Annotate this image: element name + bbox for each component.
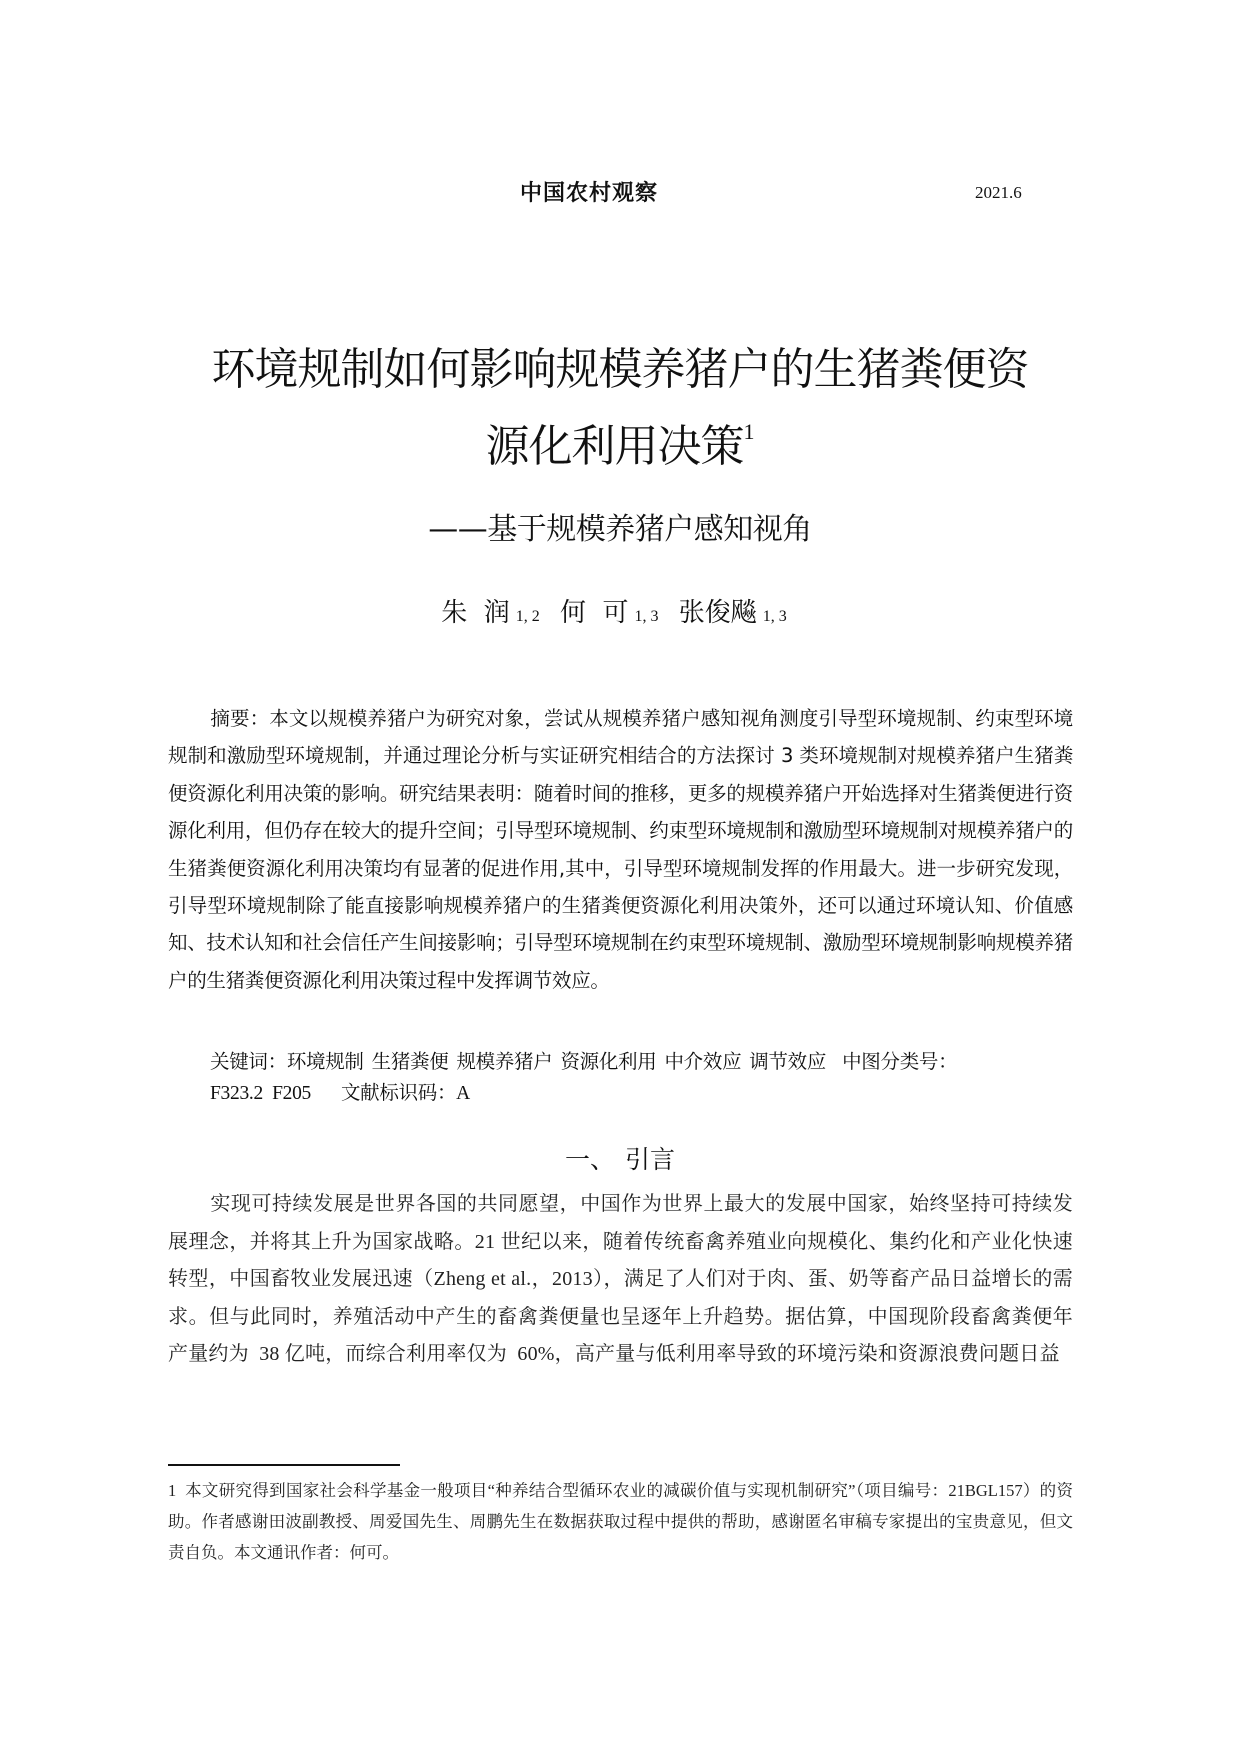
issue-number: 2021.6 [975, 183, 1022, 202]
keyword: 环境规制 [286, 1050, 364, 1073]
section-heading [150, 1140, 1090, 1176]
title-footnote-marker[interactable]: 1 [743, 419, 755, 444]
journal-name: 中国农村观察 [520, 181, 659, 206]
keyword: 调节效应 [749, 1050, 827, 1073]
author-name: 何 可 [559, 598, 629, 628]
author-name: 朱 润 [441, 598, 510, 628]
title-text-1: 环境规制如何影响规模养猪户的生猪粪便资 [211, 344, 1029, 395]
clc-codes: F323.2 F205 [210, 1083, 311, 1104]
keywords-label: 关键词： [210, 1050, 287, 1073]
section-number: 一、 [564, 1145, 615, 1174]
author-affiliation: 1, 3 [634, 608, 659, 625]
author-name: 张俊飚 [678, 598, 757, 628]
clc-label: 中图分类号： [842, 1050, 958, 1073]
title-line-2 [150, 419, 1090, 472]
paragraph-text: 实现可持续发展是世界各国的共同愿望，中国作为世界上最大的发展中国家，始终坚持可持续发展理念，并将其上升为国家战略。21 世纪以来，随着传统畜禽养殖业向规模化、集约化和产业化快速转型，中国畜牧业发展迅速（Zheng et al.，2013），满足了人们对于肉、蛋、奶等畜产品日益增长的需求。但与此同时，养殖活动中产生的畜禽粪便量也呈逐年上升趋势。据估算，中国现阶段畜禽粪便年产量约为 38 亿吨，而综合利用率仅为 60%，高产量与低利用率导致的环境污染和资源浪费问题日益 [168, 1193, 1073, 1365]
keyword: 资源化利用 [560, 1050, 657, 1073]
author-list [150, 592, 1090, 629]
abstract [168, 700, 1073, 999]
abstract-text: 本文以规模养猪户为研究对象，尝试从规模养猪户感知视角测度引导型环境规制、约束型环境规制和激励型环境规制，并通过理论分析与实证研究相结合的方法探讨 3 类环境规制对规模养猪户生猪粪便资源化利用决策的影响。研究结果表明：随着时间的推移，更多的规模养猪户开始选择对生猪粪便进行资源化利用，但仍存在较大的提升空间；引导型环境规制、约束型环境规制和激励型环境规制对规模养猪户的生猪粪便资源化利用决策均有显著的促进作用,其中，引导型环境规制发挥的作用最大。进一步研究发现，引导型环境规制除了能直接影响规模养猪户的生猪粪便资源化利用决策外，还可以通过环境认知、价值感知、技术认知和社会信任产生间接影响；引导型环境规制在约束型环境规制、激励型环境规制影响规模养猪户的生猪粪便资源化利用决策过程中发挥调节效应。 [168, 707, 1074, 992]
title-line-1 [150, 344, 1090, 395]
doc-code: A [456, 1083, 470, 1104]
author-affiliation: 1, 3 [762, 608, 787, 625]
abstract-label: 摘要： [210, 707, 270, 730]
title-text-2: 源化利用决策 [485, 421, 744, 472]
body-paragraph [168, 1186, 1073, 1374]
keyword: 生猪粪便 [371, 1050, 449, 1073]
section-title: 引言 [625, 1145, 676, 1174]
doc-code-label: 文献标识码： [340, 1081, 457, 1104]
author-affiliation: 1, 2 [515, 608, 540, 625]
subtitle: ——基于规模养猪户感知视角 [428, 512, 812, 547]
footnote: 1 本文研究得到国家社会科学基金一般项目“种养结合型循环农业的减碳价值与实现机制研究”（项目编号：21BGL157）的资助。作者感谢田波副教授、周爱国先生、周鹏先生在数据获取过程中提供的帮助，感谢匿名审稿专家提出的宝贵意见，但文责自负。本文通讯作者：何可。 [168, 1481, 1073, 1562]
keywords-block [210, 1046, 1080, 1109]
keyword: 中介效应 [664, 1050, 742, 1073]
keyword: 规模养猪户 [456, 1050, 553, 1073]
footnote-divider [168, 1464, 400, 1466]
